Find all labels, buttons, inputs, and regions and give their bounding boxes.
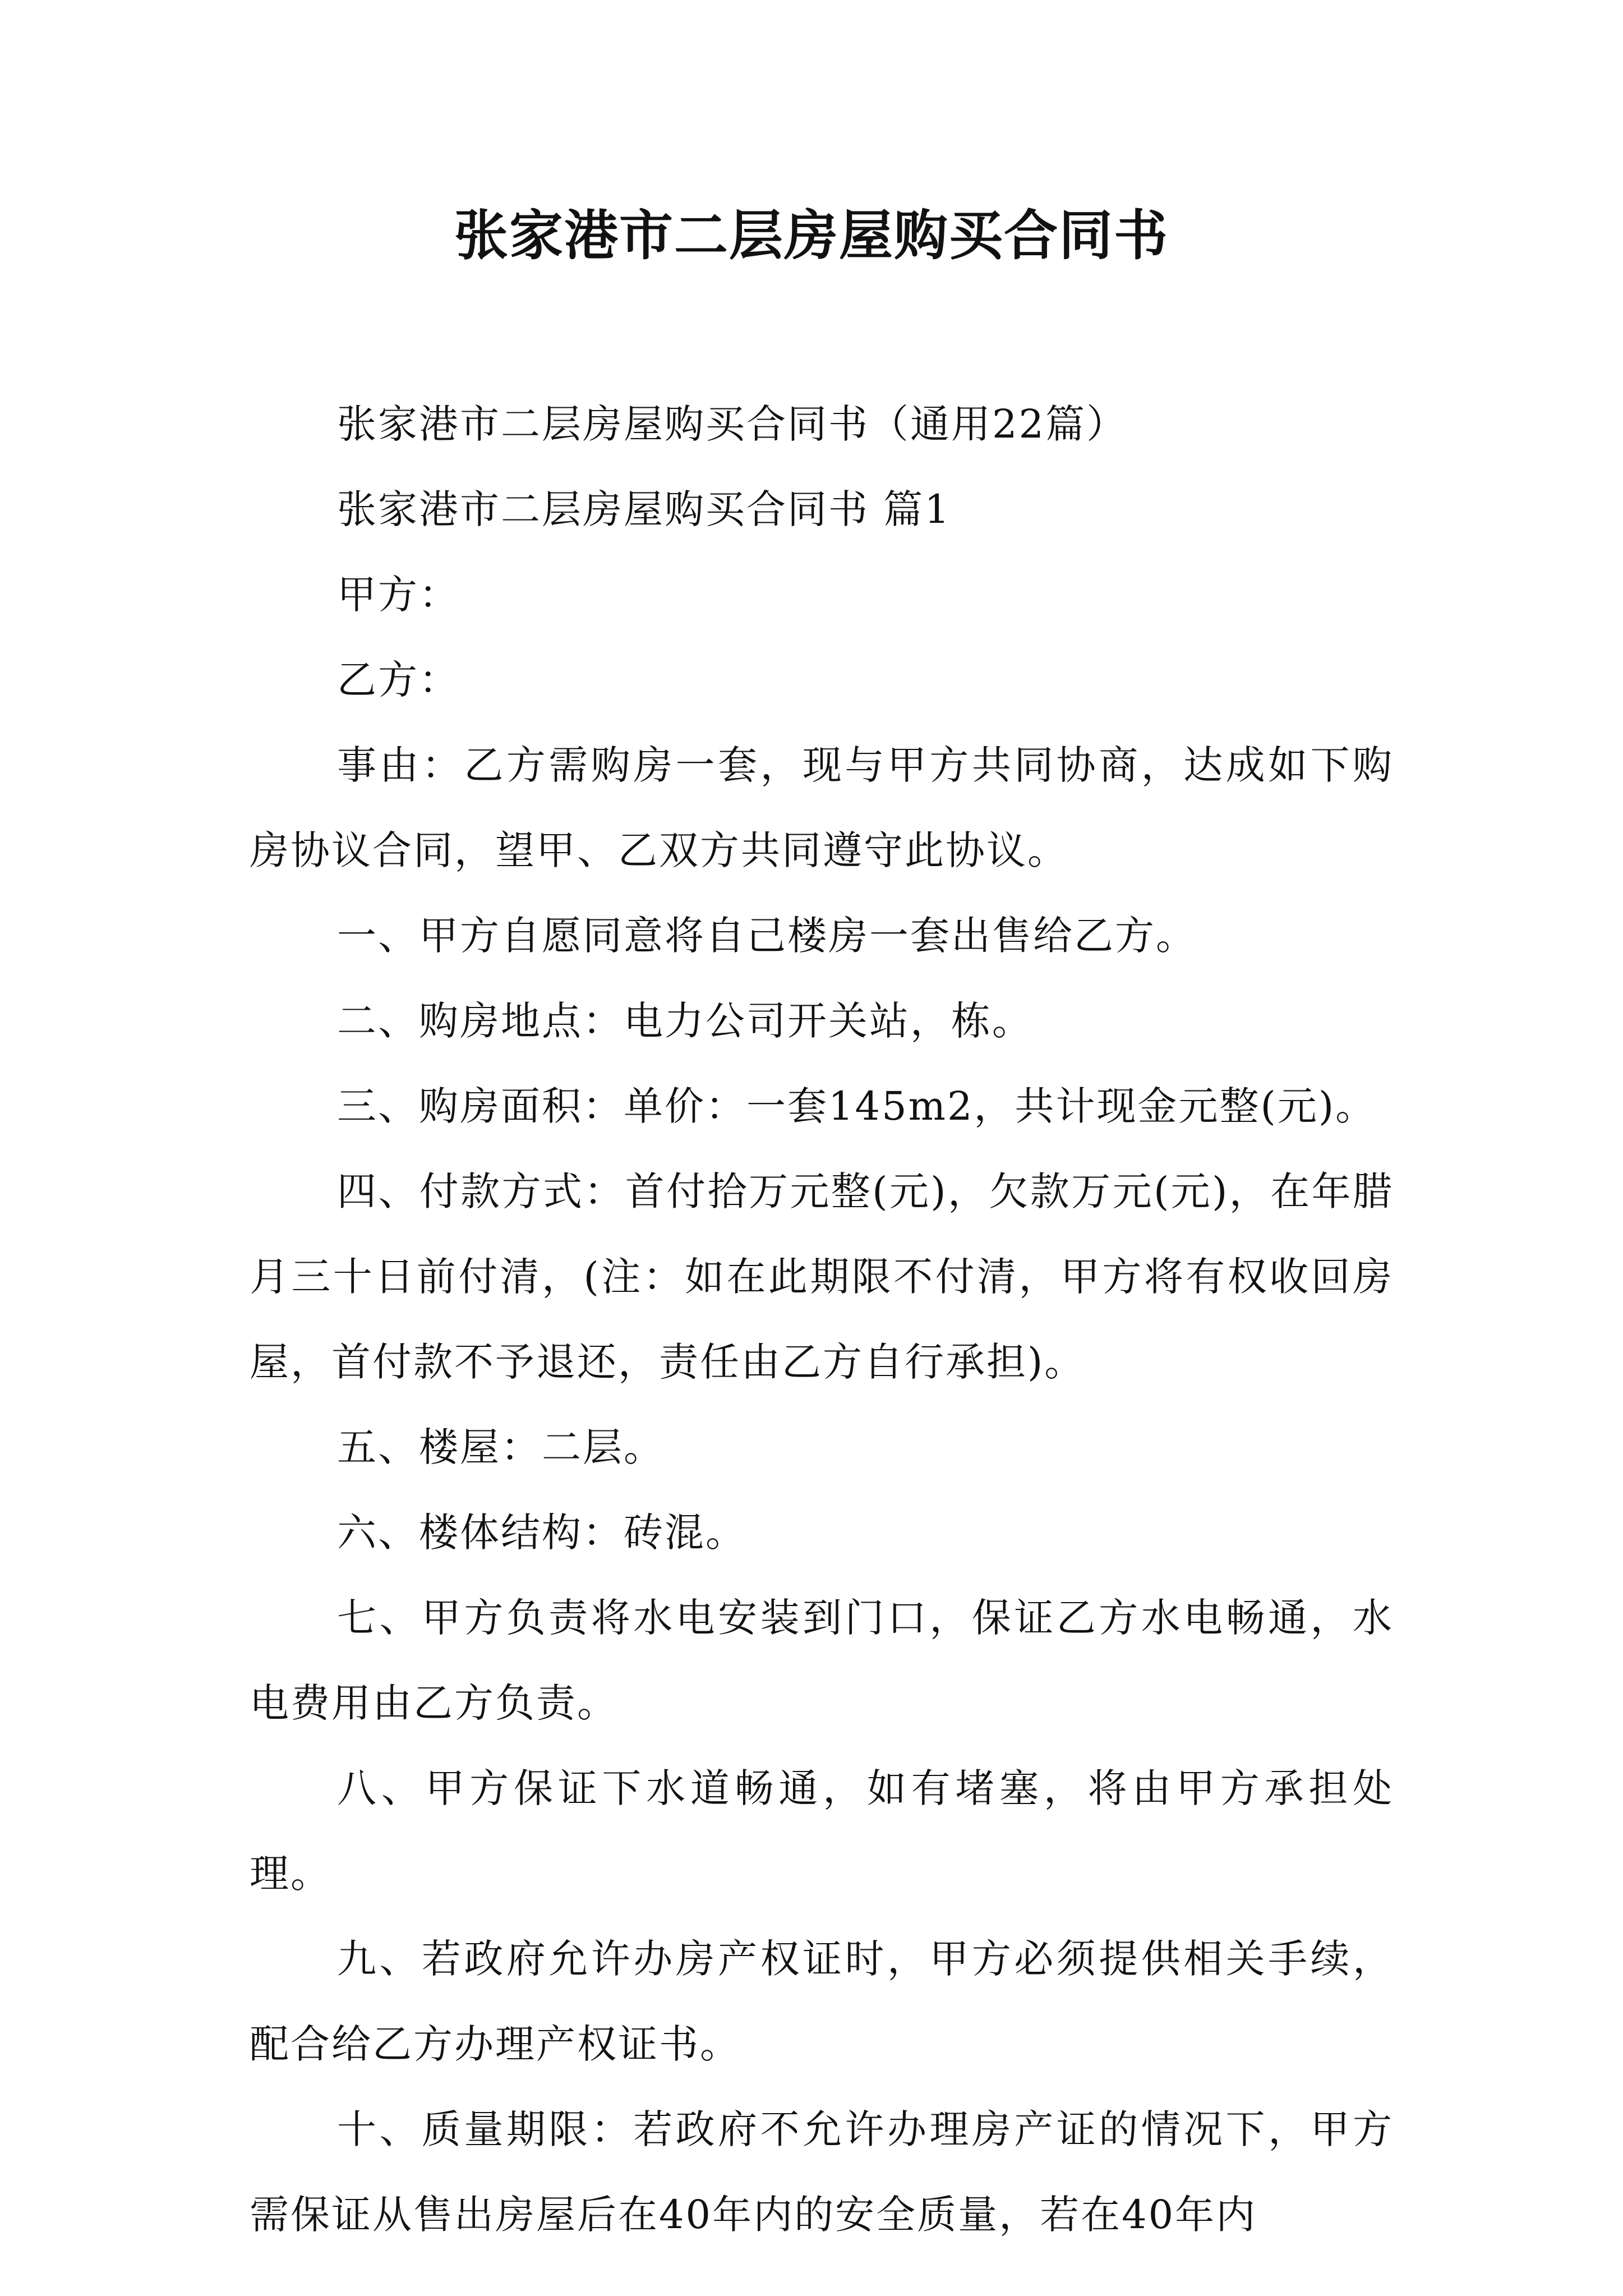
clause-1: 一、甲方自愿同意将自己楼房一套出售给乙方。 <box>337 913 1197 959</box>
document-title: 张家港市二层房屋购买合同书 <box>454 204 1169 267</box>
document-body <box>250 381 1394 2257</box>
party-b-line: 乙方： <box>337 657 460 703</box>
clause-7: 七、甲方负责将水电安装到门口，保证乙方水电畅通，水电费用由乙方负责。 <box>250 1595 1394 1726</box>
party-a-line: 甲方： <box>337 572 460 618</box>
clause-8: 八、甲方保证下水道畅通，如有堵塞，将由甲方承担处理。 <box>250 1765 1394 1897</box>
clause-4: 四、付款方式：首付拾万元整(元)，欠款万元(元)，在年腊月三十日前付清，(注：如在此期限不付清，甲方将有权收回房屋，首付款不予退还，责任由乙方自行承担)。 <box>250 1168 1394 1385</box>
clause-2: 二、购房地点：电力公司开关站，栋。 <box>337 998 1033 1044</box>
section-heading: 张家港市二层房屋购买合同书 篇1 <box>337 486 951 532</box>
reason-paragraph: 事由：乙方需购房一套，现与甲方共同协商，达成如下购房协议合同，望甲、乙双方共同遵守此协议。 <box>250 742 1394 873</box>
clause-3: 三、购房面积：单价：一套145m2，共计现金元整(元)。 <box>337 1083 1377 1129</box>
clause-5: 五、楼屋：二层。 <box>337 1424 665 1470</box>
clause-9: 九、若政府允许办房产权证时，甲方必须提供相关手续，配合给乙方办理产权证书。 <box>250 1936 1394 2067</box>
clause-10: 十、质量期限：若政府不允许办理房产证的情况下，甲方需保证从售出房屋后在40年内的安全质量，若在40年内 <box>250 2106 1394 2238</box>
subtitle-line: 张家港市二层房屋购买合同书（通用22篇） <box>337 401 1128 447</box>
clause-6: 六、楼体结构：砖混。 <box>337 1510 746 1556</box>
